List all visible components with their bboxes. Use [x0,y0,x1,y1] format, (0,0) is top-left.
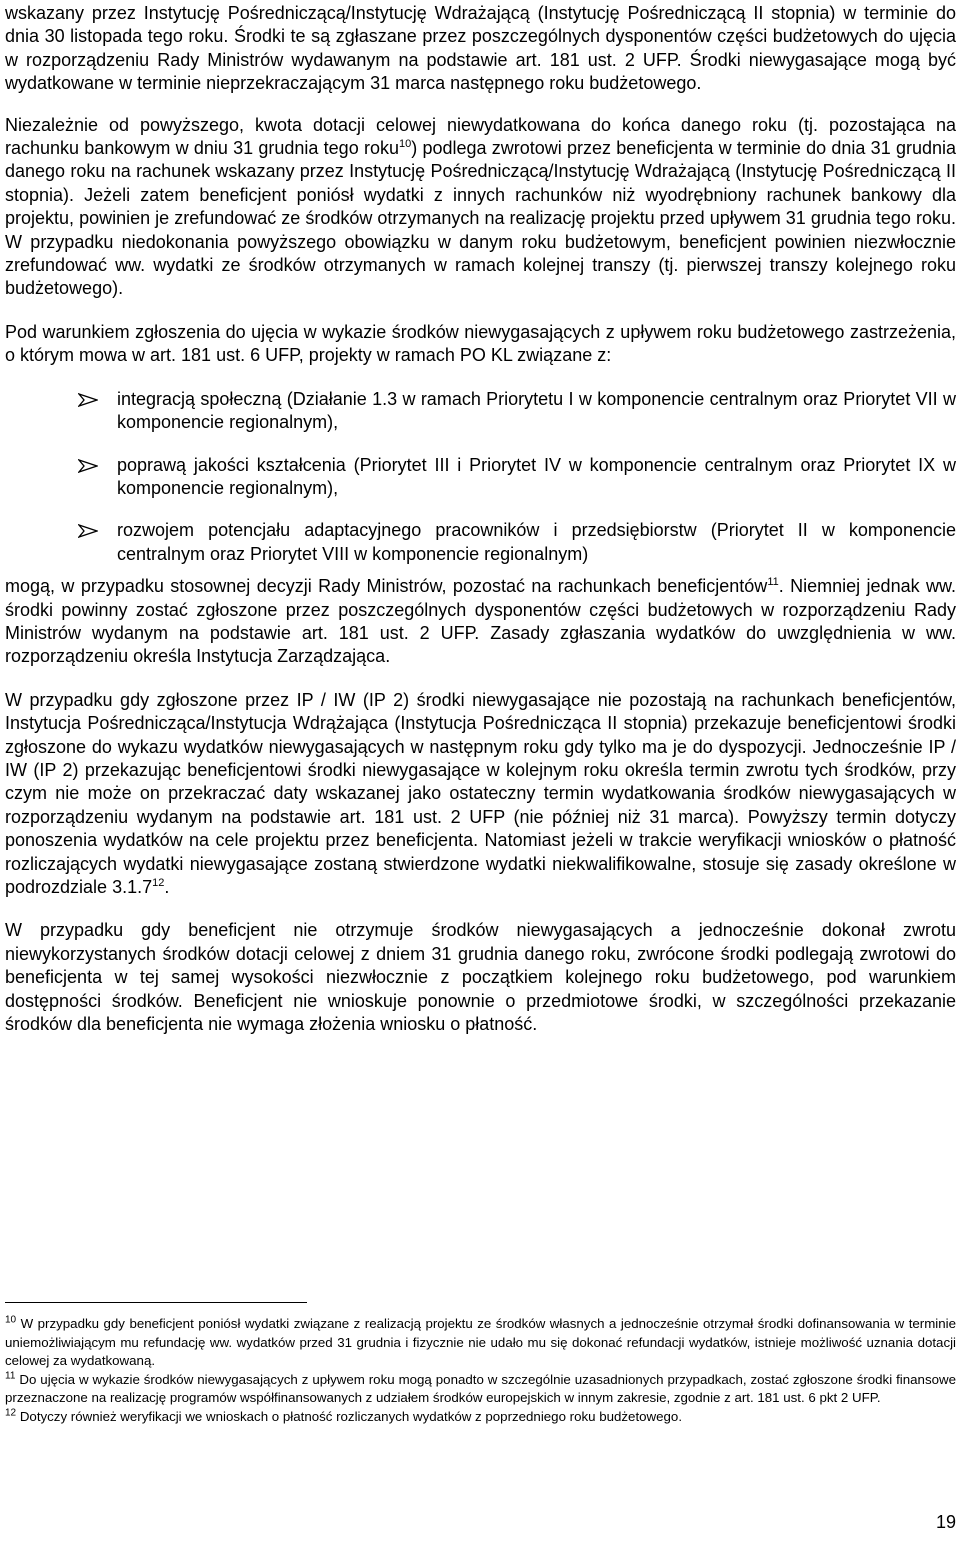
arrowhead-bullet-icon [78,524,98,538]
footnote-reference[interactable]: 11 [767,576,779,589]
paragraph-text: Pod warunkiem zgłoszenia do ujęcia w wykazie środków niewygasających z upływem roku budżetowego zastrzeżenia, o którym mowa w art. 181 ust. 6 UFP, projekty w ramach PO KL związane z: [5,321,956,366]
paragraph-text: W przypadku gdy zgłoszone przez IP / IW (IP 2) środki niewygasające nie pozostają na rachunkach beneficjentów, Instytucja Pośrednicząca/Instytucja Wdrążająca (Instytucja Pośrednicząca II stopnia) przekazuje beneficjentowi środki zgłoszone do wykazu wydatków niewygasających w następnym roku gdy tylko ma je do dyspozycji. Jednocześnie IP / IW (IP 2) przekazując beneficjentowi środki niewygasające w kolejnym roku określa termin zwrotu tych środków, przy czym nie może on przekraczać daty wskazanej jako ostateczny termin wydatkowania środków niewygasających w rozporządzeniu wydanym na podstawie art. 181 ust. 2 UFP (nie później niż 31 marca). Powyższy termin dotyczy ponoszenia wydatków na cele projektu przez beneficjenta. Natomiast jeżeli w trakcie weryfikacji wniosków o płatność rozliczających wydatki niewygasające zostaną stwierdzone wydatki niekwalifikowalne, stosuje się zasady określone w podrozdziale 3.1.7 [5,689,956,897]
footnote [5,1408,956,1427]
footnote [5,1371,956,1408]
footnote-text: Do ujęcia w wykazie środków niewygasających z upływem roku mogą ponadto w szczególnie uzasadnionych przypadkach, zostać zgłoszone środki finansowe przeznaczone na realizację programów współfinansowanych z udziałem środków europejskich w innym zakresie, zgodnie z art. 181 ust. 6 pkt 2 UFP. [5,1371,956,1406]
paragraph-text: W przypadku gdy beneficjent nie otrzymuje środków niewygasających a jednocześnie dokonał zwrotu niewykorzystanych środków dotacji celowej z dniem 31 grudnia danego roku, zwrócone środki podlegają zwrotowi do beneficjenta w tej samej wysokości niezwłocznie z początkiem kolejnego roku budżetowego, pod warunkiem dostępności środków. Beneficjent nie wnioskuje ponownie o przedmiotowe środki, w szczególności przekazanie środków dla beneficjenta nie wymaga złożenia wniosku o płatność. [5,920,956,1035]
paragraph-text: . Niemniej jednak ww. środki powinny zostać zgłoszone przez poszczególnych dysponentów części budżetowych w rozporządzeniu Rady Ministrów wydanym na podstawie art. 181 ust. 2 UFP. Zasady zgłaszania wydatków do uwzględnienia w ww. rozporządzeniu określa Instytucja Zarządzająca. [5,576,956,667]
footnote-number: 12 [5,1407,17,1419]
footnote [5,1315,956,1371]
document-body [5,2,956,1056]
footnote-separator [5,1302,307,1303]
footnote-reference[interactable]: 12 [152,877,165,889]
list-item [5,454,956,501]
footnote-number: 11 [5,1370,16,1382]
list-item-text: integracją społeczną (Działanie 1.3 w ramach Priorytetu I w komponencie centralnym oraz Priorytet VII w komponencie regionalnym), [117,388,956,433]
footnote-number: 10 [5,1314,17,1326]
arrowhead-bullet-icon [78,393,98,407]
paragraph [5,689,956,900]
list-item-text: rozwojem potencjału adaptacyjnego pracowników i przedsiębiorstw (Priorytet II w komponencie centralnym oraz Priorytet VIII w komponencie regionalnym) [117,520,956,564]
paragraph-text: Niezależnie od powyższego, kwota dotacji celowej niewydatkowana do końca danego roku (tj. pozostająca na rachunku bankowym w dniu 31 grudnia tego roku [5,114,956,159]
list-item [5,388,956,435]
paragraph-text: mogą, w przypadku stosownej decyzji Rady Ministrów, pozostać na rachunkach beneficjentów [5,576,768,597]
paragraph-text: wskazany przez Instytucję Pośredniczącą/Instytucję Wdrażającą (Instytucję Pośredniczącą II stopnia) w terminie do dnia 30 listopada tego roku. Środki te są zgłaszane przez poszczególnych dysponentów części budżetowych do ujęcia w rozporządzeniu Rady Ministrów wydawanym na podstawie art. 181 ust. 2 UFP. Środki niewygasające mogą być wydatkowane w terminie nieprzekraczającym 31 marca następnego roku budżetowego. [5,3,956,94]
footnote-text: Dotyczy również weryfikacji we wnioskach o płatność rozliczanych wydatków z poprzedniego roku budżetowego. [16,1408,683,1424]
list-item-text: poprawą jakości kształcenia (Priorytet III i Priorytet IV w komponencie centralnym oraz Priorytet IX w komponencie regionalnym), [117,454,956,498]
paragraph [5,114,956,301]
paragraph [5,919,956,1036]
arrowhead-bullet-icon [78,459,98,473]
bullet-list [5,388,956,566]
page-number: 19 [935,1512,956,1532]
paragraph [5,575,956,669]
list-item [5,519,956,566]
paragraph-text: . [164,877,170,897]
paragraph [5,2,956,96]
footnote-reference[interactable]: 10 [398,138,412,151]
footnotes [5,1302,956,1427]
paragraph-text: ) podlega zwrotowi przez beneficjenta w terminie do dnia 31 grudnia danego roku na rachunek wskazany przez Instytucję Pośredniczącą/Instytucję Wdrażającą (Instytucję Pośredniczącą II stopnia). Jeżeli zatem beneficjent poniósł wydatki z innych rachunków niż wyodrębniony rachunek bankowy dla projektu, powinien je zrefundować ze środków otrzymanych na realizację projektu przed upływem 31 grudnia tego roku. W przypadku niedokonania powyższego obowiązku w danym roku budżetowym, beneficjent powinien niezwłocznie zrefundować ww. wydatki ze środków otrzymanych w ramach kolejnej transzy (tj. pierwszej transzy kolejnego roku budżetowego). [5,138,956,299]
footnote-text: W przypadku gdy beneficjent poniósł wydatki związane z realizacją projektu ze środków własnych a jednocześnie otrzymał środki dofinansowania w terminie uniemożliwiającym mu refundację ww. wydatków przed 31 grudnia i fizycznie nie udało mu się dokonać refundacji wydatków, istnieje możliwość uznania dotacji celowej za wydatkowaną. [5,1316,956,1369]
paragraph [5,321,956,368]
